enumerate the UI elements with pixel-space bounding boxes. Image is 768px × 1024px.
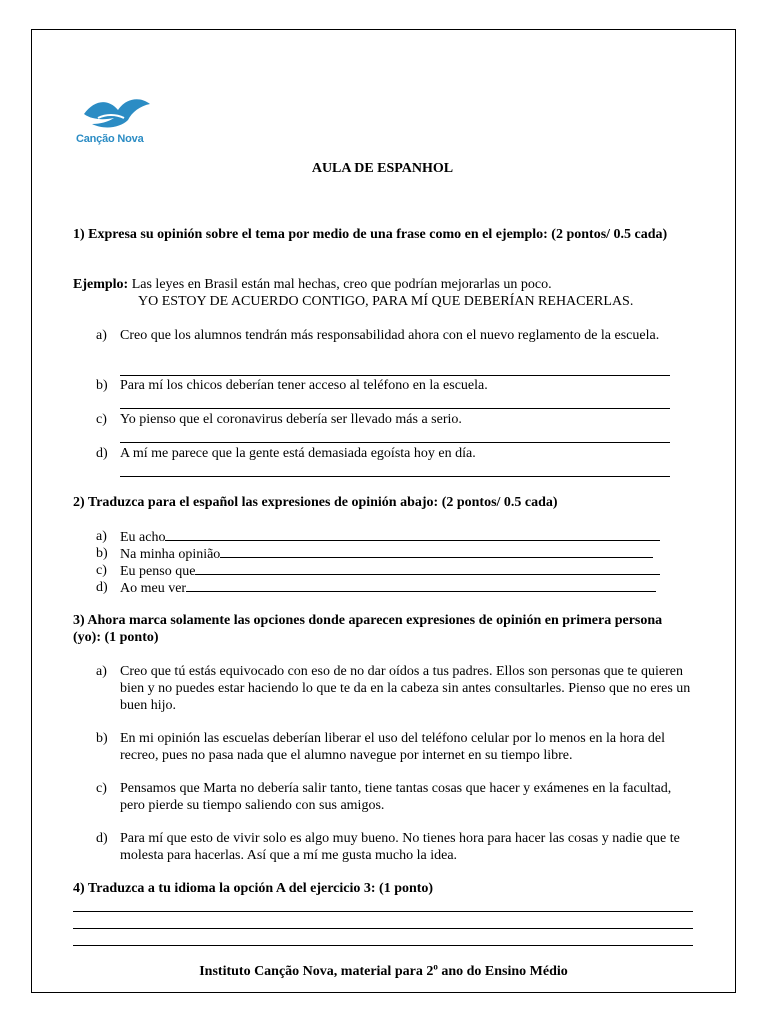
q1-item-text: A mí me parece que la gente está demasiada egoísta hoy en día. <box>120 446 476 461</box>
q2-item-letter: b) <box>96 546 108 561</box>
q2-item <box>120 579 656 597</box>
q1-example-label: Ejemplo: <box>73 277 129 292</box>
q4-prompt: 4) Traduzca a tu idioma la opción A del ejercicio 3: (1 ponto) <box>73 881 434 896</box>
cancao-nova-logo <box>74 88 160 170</box>
page-title: AULA DE ESPANHOL <box>311 161 454 176</box>
answer-line[interactable] <box>73 911 693 912</box>
footer <box>31 963 736 980</box>
q2-item-letter: a) <box>96 529 107 544</box>
q2-item-letter: c) <box>96 563 107 578</box>
dove-icon <box>74 88 160 136</box>
answer-line[interactable] <box>120 476 670 477</box>
logo-text: Canção Nova <box>76 133 144 145</box>
answer-line[interactable] <box>120 442 670 443</box>
footer-text: Instituto Canção Nova, material para 2 <box>199 964 434 979</box>
q1-item-letter: b) <box>96 378 108 393</box>
q2-item-text: Eu acho <box>120 530 166 545</box>
answer-line[interactable] <box>120 375 670 376</box>
q3-option-letter[interactable]: b) <box>96 731 108 746</box>
answer-blank[interactable] <box>195 562 660 575</box>
q1-prompt: 1) Expresa su opinión sobre el tema por medio de una frase como en el ejemplo: (2 pontos/ 0.5 cada) <box>73 227 668 242</box>
q1-example <box>73 276 552 293</box>
q3-option-letter[interactable]: d) <box>96 831 108 846</box>
footer-ordinal: o <box>433 961 438 972</box>
q1-item-text: Creo que los alumnos tendrán más responsabilidad ahora con el nuevo reglamento de la escuela. <box>120 328 660 343</box>
answer-line[interactable] <box>73 928 693 929</box>
q2-item-letter: d) <box>96 580 108 595</box>
q3-prompt: 3) Ahora marca solamente las opciones donde aparecen expresiones de opinión en primera persona (yo): (1 ponto) <box>73 613 663 645</box>
q1-example-text: Las leyes en Brasil están mal hechas, creo que podrían mejorarlas un poco. <box>131 277 552 292</box>
answer-blank[interactable] <box>220 545 653 558</box>
answer-line[interactable] <box>120 408 670 409</box>
q1-item-letter: d) <box>96 446 108 461</box>
q1-item-letter: c) <box>96 412 107 427</box>
q1-item-letter: a) <box>96 328 107 343</box>
q2-item <box>120 528 660 546</box>
q3-option-letter[interactable]: a) <box>96 664 107 679</box>
q1-item-text: Para mí los chicos deberían tener acceso al teléfono en la escuela. <box>120 378 488 393</box>
q1-item-text: Yo pienso que el coronavirus debería ser llevado más a serio. <box>120 412 462 427</box>
q2-prompt: 2) Traduzca para el español las expresiones de opinión abajo: (2 pontos/ 0.5 cada) <box>73 495 558 510</box>
q3-option-text: Para mí que esto de vivir solo es algo muy bueno. No tienes hora para hacer las cosas y nadie que te molesta para hacerlas. Así que a mí me gusta mucho la idea. <box>120 831 680 863</box>
answer-line[interactable] <box>73 945 693 946</box>
q2-item <box>120 545 653 563</box>
footer-text-end: ano do Ensino Médio <box>437 964 568 979</box>
q2-item-text: Ao meu ver <box>120 581 187 596</box>
answer-blank[interactable] <box>165 528 660 541</box>
q3-option-text: Creo que tú estás equivocado con eso de no dar oídos a tus padres. Ellos son personas que te quieren bien y no puedes estar haciendo lo que te da en la cabeza sin antes consultarles. Pienso que no eres un buen hijo. <box>120 664 691 713</box>
q2-item-text: Eu penso que <box>120 564 196 579</box>
q3-option-letter[interactable]: c) <box>96 781 107 796</box>
q3-option-text: En mi opinión las escuelas deberían liberar el uso del teléfono celular por lo menos en la hora del recreo, pues no pasa nada que el alumno navegue por internet en su tiempo libre. <box>120 731 666 763</box>
answer-blank[interactable] <box>186 579 656 592</box>
q2-item <box>120 562 660 580</box>
q2-item-text: Na minha opinião <box>120 547 221 562</box>
q1-example-answer: YO ESTOY DE ACUERDO CONTIGO, PARA MÍ QUE DEBERÍAN REHACERLAS. <box>138 294 634 309</box>
q3-option-text: Pensamos que Marta no debería salir tanto, tiene tantas cosas que hacer y exámenes en la facultad, pero pierde su tiempo saliendo con sus amigos. <box>120 781 672 813</box>
